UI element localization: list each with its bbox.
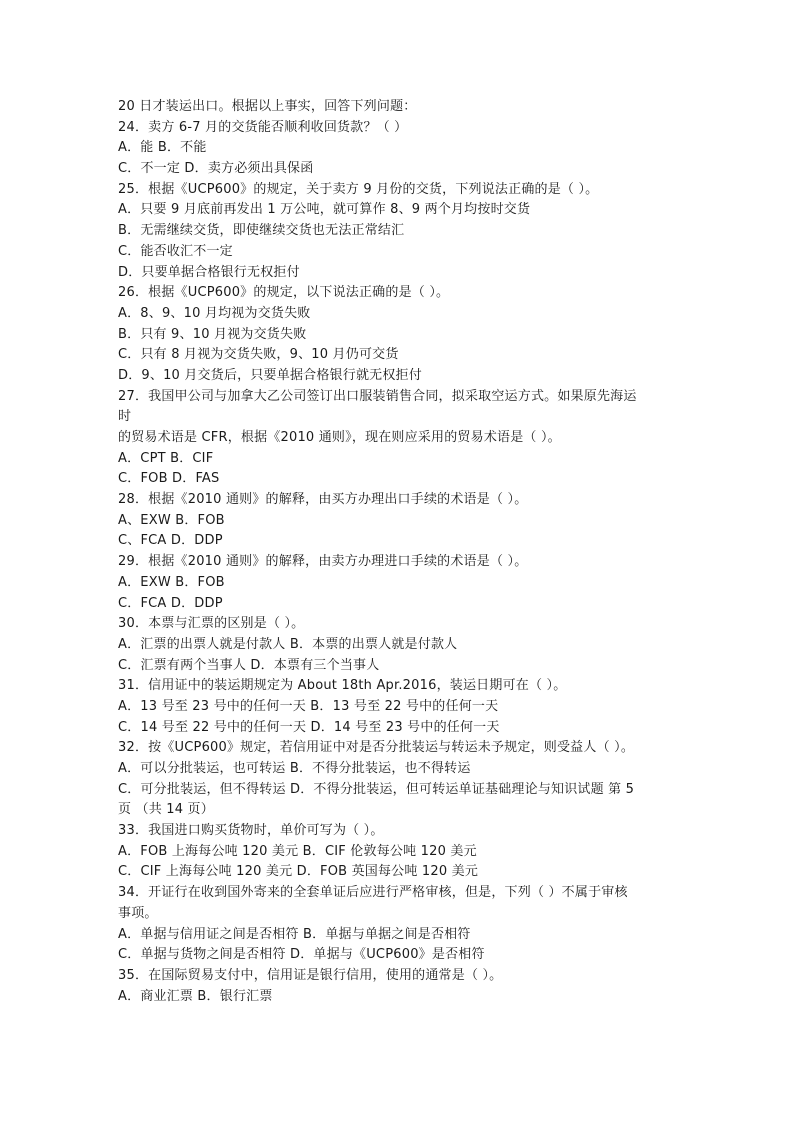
document-body bbox=[118, 97, 678, 1007]
text-line: D．只要单据合格银行无权拒付 bbox=[118, 264, 300, 280]
text-line: C．单据与货物之间是否相符 D．单据与《UCP600》是否相符 bbox=[118, 947, 485, 963]
text-line: C．14 号至 22 号中的任何一天 D．14 号至 23 号中的任何一天 bbox=[118, 719, 500, 735]
text-line: 的贸易术语是 CFR，根据《2010 通则》，现在则应采用的贸易术语是（ ）。 bbox=[118, 430, 561, 445]
text-line: A．13 号至 23 号中的任何一天 B．13 号至 22 号中的任何一天 bbox=[118, 698, 499, 714]
text-line: C．能否收汇不一定 bbox=[118, 243, 233, 259]
text-line: A、EXW B．FOB bbox=[118, 512, 225, 528]
text-line: C．FCA D．DDP bbox=[118, 595, 223, 611]
text-line: 28．根据《2010 通则》的解释，由买方办理出口手续的术语是（ ）。 bbox=[118, 492, 528, 508]
text-line: D．9、10 月交货后，只要单据合格银行就无权拒付 bbox=[118, 367, 422, 383]
text-line: 24．卖方 6-7 月的交货能否顺利收回货款？（ ） bbox=[118, 119, 408, 135]
text-line: 31．信用证中的装运期规定为 About 18th Apr.2016，装运日期可在（ ）。 bbox=[118, 678, 567, 694]
text-line: C．汇票有两个当事人 D．本票有三个当事人 bbox=[118, 657, 380, 673]
text-line: 30．本票与汇票的区别是（ ）。 bbox=[118, 616, 305, 632]
text-line: B．只有 9、10 月视为交货失败 bbox=[118, 326, 307, 342]
text-line: 35．在国际贸易支付中，信用证是银行信用，使用的通常是（ ）。 bbox=[118, 967, 503, 983]
text-line: B．无需继续交货，即使继续交货也无法正常结汇 bbox=[118, 223, 405, 239]
text-line: A．能 B．不能 bbox=[118, 140, 207, 156]
text-line: 25．根据《UCP600》的规定，关于卖方 9 月份的交货，下列说法正确的是（ ）。 bbox=[118, 181, 599, 197]
text-line: C．不一定 D．卖方必须出具保函 bbox=[118, 161, 314, 177]
text-line: A．可以分批装运，也可转运 B．不得分批装运，也不得转运 bbox=[118, 761, 471, 776]
text-line: A．FOB 上海每公吨 120 美元 B．CIF 伦敦每公吨 120 美元 bbox=[118, 843, 477, 859]
text-line: 33．我国进口购买货物时，单价可写为（ ）。 bbox=[118, 823, 384, 839]
text-line: A．单据与信用证之间是否相符 B．单据与单据之间是否相符 bbox=[118, 926, 471, 942]
text-line: C．可分批装运，但不得转运 D．不得分批装运，但可转运单证基础理论与知识试题 第 5 bbox=[118, 781, 635, 797]
text-line: A．EXW B．FOB bbox=[118, 574, 225, 590]
text-line: C．只有 8 月视为交货失败，9、10 月仍可交货 bbox=[118, 347, 399, 363]
text-line: 32．按《UCP600》规定，若信用证中对是否分批装运与转运未予规定，则受益人（ ）。 bbox=[118, 740, 635, 756]
text-line: A．只要 9 月底前再发出 1 万公吨，就可算作 8、9 两个月均按时交货 bbox=[118, 202, 531, 218]
text-line: 页 （共 14 页） bbox=[118, 802, 214, 818]
text-line: 时 bbox=[118, 409, 132, 425]
text-line: A．8、9、10 月均视为交货失败 bbox=[118, 305, 311, 321]
text-line: C．FOB D．FAS bbox=[118, 471, 220, 487]
text-line: A．商业汇票 B．银行汇票 bbox=[118, 988, 273, 1004]
text-line: C．CIF 上海每公吨 120 美元 D．FOB 英国每公吨 120 美元 bbox=[118, 864, 479, 880]
text-line: 26．根据《UCP600》的规定，以下说法正确的是（ ）。 bbox=[118, 285, 450, 301]
text-line: 事项。 bbox=[118, 905, 158, 921]
text-line: 20 日才装运出口。根据以上事实，回答下列问题： bbox=[118, 99, 417, 114]
text-line: 27．我国甲公司与加拿大乙公司签订出口服装销售合同，拟采取空运方式。如果原先海运 bbox=[118, 388, 637, 404]
text-line: 34．开证行在收到国外寄来的全套单证后应进行严格审核，但是，下列（ ）不属于审核 bbox=[118, 885, 628, 901]
text-line: A．CPT B．CIF bbox=[118, 450, 214, 466]
text-line: 29．根据《2010 通则》的解释，由卖方办理进口手续的术语是（ ）。 bbox=[118, 554, 528, 570]
text-line: A．汇票的出票人就是付款人 B．本票的出票人就是付款人 bbox=[118, 636, 458, 652]
text-line: C、FCA D．DDP bbox=[118, 533, 223, 549]
